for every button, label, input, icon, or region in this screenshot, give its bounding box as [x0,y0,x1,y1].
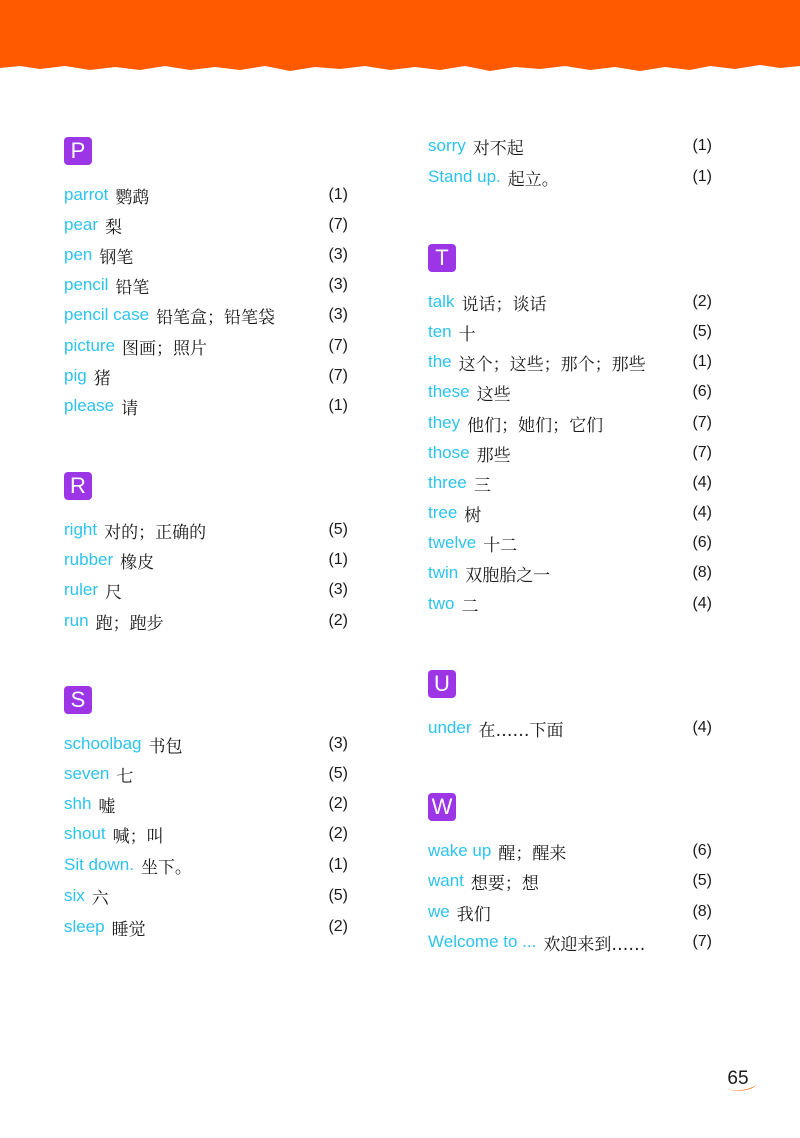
vocab-entry: pig 猪 (7) [64,366,348,389]
vocab-entry: pencil case 铅笔盒；铅笔袋 (3) [64,305,348,328]
vocab-entry: talk 说话；谈话 (2) [428,292,712,315]
vocab-entry: run 跑；跑步 (2) [64,611,348,634]
vocab-entry: two 二 (4) [428,594,712,617]
vocab-entry: rubber 橡皮 (1) [64,550,348,573]
vocab-entry: right 对的；正确的 (5) [64,520,348,543]
vocab-entry: pen 钢笔 (3) [64,245,348,268]
vocab-entry: sleep 睡觉 (2) [64,917,348,940]
vocab-entry: Stand up. 起立。 (1) [428,167,712,190]
vocab-entry: ten 十 (5) [428,322,712,345]
vocab-entry: they 他们；她们；它们 (7) [428,413,712,436]
vocab-entry: under 在……下面 (4) [428,718,712,741]
vocab-entry: we 我们 (8) [428,902,712,925]
vocab-entry: schoolbag 书包 (3) [64,734,348,757]
vocab-entry: tree 树 (4) [428,503,712,526]
vocab-entry: seven 七 (5) [64,764,348,787]
vocab-entry: these 这些 (6) [428,382,712,405]
vocab-entry: twin 双胞胎之一 (8) [428,563,712,586]
vocab-entry: pear 梨 (7) [64,215,348,238]
section-letter-t: T [428,244,456,272]
vocab-entry: shout 喊；叫 (2) [64,824,348,847]
vocab-entry: want 想要；想 (5) [428,871,712,894]
section-letter-u: U [428,670,456,698]
vocab-entry: the 这个；这些；那个；那些 (1) [428,352,712,375]
vocab-entry: please 请 (1) [64,396,348,419]
page-number-text: 65 [727,1068,749,1089]
vocab-entry: Welcome to ... 欢迎来到…… (7) [428,932,712,955]
vocab-entry: Sit down. 坐下。 (1) [64,855,348,878]
vocab-entry: shh 嘘 (2) [64,794,348,817]
page-number [718,1066,758,1096]
vocab-entry: wake up 醒；醒来 (6) [428,841,712,864]
vocab-entry: six 六 (5) [64,886,348,909]
section-letter-s: S [64,686,92,714]
vocab-entry: ruler 尺 (3) [64,580,348,603]
vocab-entry: twelve 十二 (6) [428,533,712,556]
section-letter-w: W [428,793,456,821]
vocab-entry: parrot 鹦鹉 (1) [64,185,348,208]
section-letter-r: R [64,472,92,500]
header-band [0,0,800,80]
header-band-shape [0,0,800,71]
vocab-entry: those 那些 (7) [428,443,712,466]
section-letter-p: P [64,137,92,165]
vocab-entry: pencil 铅笔 (3) [64,275,348,298]
vocab-entry: three 三 (4) [428,473,712,496]
vocab-entry: sorry 对不起 (1) [428,136,712,159]
vocab-entry: picture 图画；照片 (7) [64,336,348,359]
